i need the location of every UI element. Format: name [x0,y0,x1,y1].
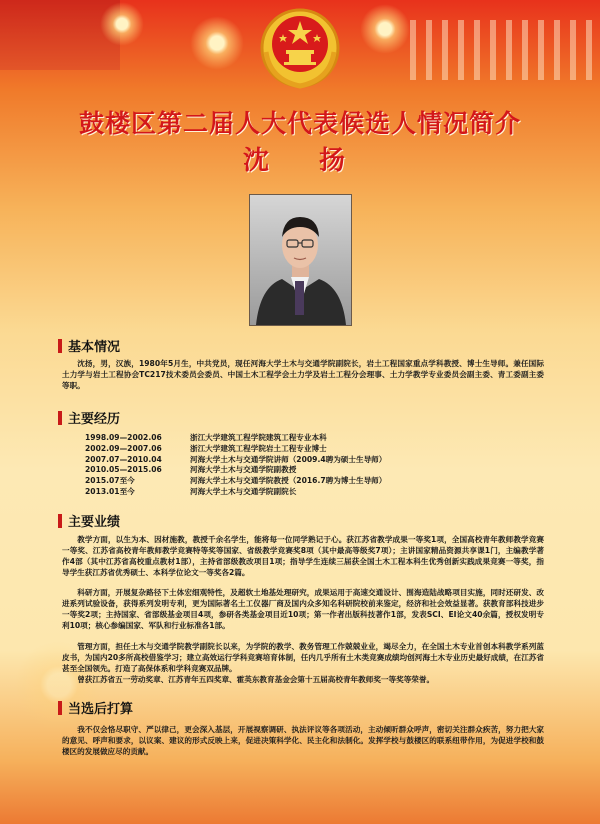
list-item: 2002.09—2007.06 浙江大学建筑工程学院岩土工程专业博士 [85,443,327,453]
section-plan-heading: 当选后打算 [58,698,133,717]
list-item: 1998.09—2002.06 浙江大学建筑工程学院建筑工程专业本科 [85,433,327,442]
achievements-teaching-text: 教学方面，以生为本、因材施教，教授千余名学生，能将每一位同学熟记于心。获江苏省教学成果一等奖1项，全国高校青年教师教学竞赛一等奖、江苏省高校青年教师教学竞赛特等奖等国家、省级教学竞赛奖8项（其中最高等级奖7项）；主讲国家精品资源共享课1门，主编教学著作4部（其中江苏省高校重点教材1部），主持省部级教改项目1项；指导学生连续三届获全国土木工程本科生优秀创新实践成果竞赛一等奖，指导学生获江苏省优秀硕士、本科学位论文一等奖各2篇。 [62,535,544,577]
heading-bar-icon [58,701,62,715]
section-achievements-heading: 主要业绩 [58,511,120,530]
firework-decoration [360,4,410,54]
achievements-management-text: 管理方面，担任土木与交通学院教学副院长以来，为学院的教学、教务管理工作兢兢业业，竭尽全力，在全国土木专业首创本科教学系列蓝皮书，为国内20多所高校借鉴学习；建立高效运行学科竞赛培育体制，任内几乎所有土木类竞赛成绩均创河海土木专业历史最好成绩，在江苏省甚至全国领先。打造了高保体系和学科竞赛双品牌。 [62,642,544,673]
list-item: 2010.05—2015.06 河海大学土木与交通学院副教授 [85,465,297,475]
heading-bar-icon [58,514,62,528]
firework-decoration [190,16,244,70]
experience-list [85,433,515,498]
list-item: 2015.07至今 河海大学土木与交通学院教授（2016.7聘为博士生导师） [85,476,387,486]
basic-info-text: 沈扬，男，汉族，1980年5月生，中共党员，现任河海大学土木与交通学院副院长，岩土工程国家重点学科教授、博士生导师。兼任国际土力学与岩土工程协会TC217技术委员会委员、中国土木工程学会土力学及岩土工程分会理事、土力学教学专业委员会副主委、青工委副主委等职。 [62,359,544,390]
list-item: 2007.07—2010.04 河海大学土木与交通学院讲师（2009.4聘为硕士生导师） [85,454,387,464]
great-hall-decoration [410,20,600,80]
firework-decoration [100,2,144,46]
list-item: 2013.01至今 河海大学土木与交通学院副院长 [85,486,297,496]
heading-bar-icon [58,339,62,353]
candidate-name: 沈 扬 [242,146,357,176]
section-experience-heading: 主要经历 [58,408,120,427]
achievements-honors-text: 曾获江苏省五一劳动奖章、江苏青年五四奖章、霍英东教育基金会第十五届高校青年教师奖一等奖等荣誉。 [77,675,435,684]
plan-text: 我不仅会恪尽职守、严以律己，更会深入基层，开展视察调研、执法评议等各项活动，主动倾听群众呼声，密切关注群众疾苦，努力把大家的意见、呼声和要求，以议案、建议的形式反映上来，促进决策科学化、民主化和法制化。发挥学校与鼓楼区的联系纽带作用，为促进学校和鼓楼区的发展做应尽的贡献。 [62,725,544,756]
section-basic-heading: 基本情况 [58,336,120,355]
heading-bar-icon [58,411,62,425]
national-emblem-icon [256,6,344,90]
achievements-research-text: 科研方面，开展复杂路径下土体宏细观特性，及超软土地基处理研究，成果运用于高速交通设计、围海造陆战略项目实施，同时还研发、改进系列试验设备，获得系列发明专利，更为国际著名土工仪器厂商及国内众多知名科研院校前来鉴定，经济和社会效益显著。获教育部科技进步一等奖2项；主持国家、省部级基金项目4项，参研各类基金项目近10项；第一作者出版科技著作1部，发表SCI、EI论文40余篇，授权发明专利10项；核心参编国家、军队和行业标准各1部。 [62,588,544,630]
page-title: 鼓楼区第二届人大代表候选人情况简介 [78,109,521,138]
candidate-photo [249,194,352,326]
